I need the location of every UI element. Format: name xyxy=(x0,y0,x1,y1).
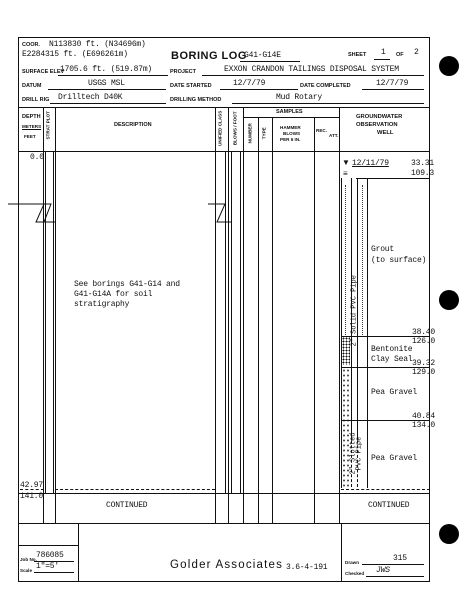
gravel-top-ft: 129.0 xyxy=(412,368,436,377)
drill-rig-value: Drilltech D40K xyxy=(58,93,123,102)
description-line-2: G41-G14A for soil xyxy=(74,290,153,299)
grout-label: Grout xyxy=(371,245,395,254)
datum-value: USGS MSL xyxy=(88,79,125,88)
punch-hole-middle xyxy=(439,290,459,310)
sheet-total: 2 xyxy=(414,48,419,57)
project-label: PROJECT xyxy=(170,69,196,75)
job-number-label: Job No. xyxy=(20,557,37,562)
col-depth: DEPTH xyxy=(22,114,41,120)
col-description: DESCRIPTION xyxy=(114,122,152,128)
top-depth: 0.0 xyxy=(30,153,44,162)
surface-elev-label: SURFACE ELEV xyxy=(22,69,65,75)
seal-top-m: 38.40 xyxy=(412,328,436,337)
scale-label: Scale xyxy=(20,568,33,573)
coords-label: COOR. xyxy=(22,42,41,48)
sheet-number: 1 xyxy=(381,48,386,57)
pea-gravel-label-1: Pea Gravel xyxy=(371,388,418,397)
col-strat-plot: STRAT PLOT xyxy=(45,111,51,140)
drill-rig-label: DRILL RIG xyxy=(22,97,50,103)
bentonite-label-2: Clay Seal xyxy=(371,355,413,364)
reference-code: 3.6-4-191 xyxy=(286,563,328,572)
seal-top-ft: 126.0 xyxy=(412,337,436,346)
pipe-solid-label: 2" Solid PVC Pipe xyxy=(350,275,359,347)
bentonite-label: Bentonite xyxy=(371,345,413,354)
punch-hole-bottom xyxy=(439,524,459,544)
coords-easting: E2284315 ft. (E696261m) xyxy=(22,50,128,59)
sheet-label: SHEET xyxy=(348,52,367,58)
checked-signature: JWS xyxy=(376,566,390,575)
drilling-method-label: DRILLING METHOD xyxy=(170,97,222,103)
sheet-of-label: OF xyxy=(396,52,404,58)
col-blows: BLOWS xyxy=(283,131,301,136)
col-samples: SAMPLES xyxy=(276,109,303,115)
col-observation: OBSERVATION xyxy=(356,122,398,128)
col-att: ATT. xyxy=(329,133,339,138)
continued-description: CONTINUED xyxy=(106,501,148,510)
company-name: Golder Associates xyxy=(170,559,284,571)
gravel-top-m: 39.32 xyxy=(412,359,436,368)
grout-note: (to surface) xyxy=(371,256,427,265)
water-depth-m: 33.31 xyxy=(411,159,435,168)
water-depth-ft: 109.3 xyxy=(411,169,435,178)
punch-hole-top xyxy=(439,56,459,76)
depth-break-symbol xyxy=(6,200,236,226)
bottom-depth-m: 141.0 xyxy=(20,492,44,501)
bentonite-seal-fill xyxy=(342,337,350,365)
drilling-method-value: Mud Rotary xyxy=(276,93,323,102)
job-number-value: 786085 xyxy=(36,551,64,560)
date-started-value: 12/7/79 xyxy=(233,79,266,88)
pipe-slotted-label-2: PVC Pipe xyxy=(355,436,364,471)
date-started-label: DATE STARTED xyxy=(170,83,212,89)
col-per-6in: PER 6 IN. xyxy=(280,137,301,142)
coords-northing: N113830 ft. (N34696m) xyxy=(49,40,146,49)
col-blows-per-foot: BLOWS / FOOT xyxy=(232,111,238,146)
description-line-1: See borings G41-G14 and xyxy=(74,280,180,289)
pea-gravel-label-2: Pea Gravel xyxy=(371,454,418,463)
col-sample-number: NUMBER xyxy=(247,123,253,144)
col-rec: REC. xyxy=(316,128,327,133)
col-hammer: HAMMER xyxy=(280,125,301,130)
col-meters: METERS xyxy=(22,124,42,129)
col-unified-class: UNIFIED CLASS xyxy=(217,110,223,146)
water-table-symbol-icon: ≡ xyxy=(343,169,348,178)
col-sample-type: TYPE xyxy=(261,127,267,140)
description-line-3: stratigraphy xyxy=(74,300,130,309)
scale-value: 1"=5' xyxy=(36,562,60,571)
col-groundwater: GROUNDWATER xyxy=(356,114,403,120)
date-completed-label: DATE COMPLETED xyxy=(300,83,351,89)
borehole-wall-right xyxy=(367,178,368,488)
col-well: WELL xyxy=(377,130,394,136)
screen-top-m: 40.84 xyxy=(412,412,436,421)
screen-top-ft: 134.0 xyxy=(412,421,436,430)
drawn-value: 315 xyxy=(393,554,407,563)
water-level-marker-icon: ▼ xyxy=(342,158,350,167)
project-value: EXXON CRANDON TAILINGS DISPOSAL SYSTEM xyxy=(224,65,399,74)
bottom-depth-ft: 42.97 xyxy=(20,481,44,490)
col-feet: FEET xyxy=(24,134,36,139)
form-title: BORING LOG xyxy=(171,50,247,62)
datum-label: DATUM xyxy=(22,83,42,89)
boring-id: G41-G14E xyxy=(244,51,281,60)
well-date: 12/11/79 xyxy=(352,159,389,168)
continued-well: CONTINUED xyxy=(368,501,410,510)
pipe-slotted-label: 2" Slotted xyxy=(349,432,358,475)
drawn-label: Drawn xyxy=(345,560,360,565)
surface-elev-value: 1705.6 ft. (519.87m) xyxy=(60,65,153,74)
date-completed-value: 12/7/79 xyxy=(376,79,409,88)
checked-label: Checked xyxy=(345,571,365,576)
